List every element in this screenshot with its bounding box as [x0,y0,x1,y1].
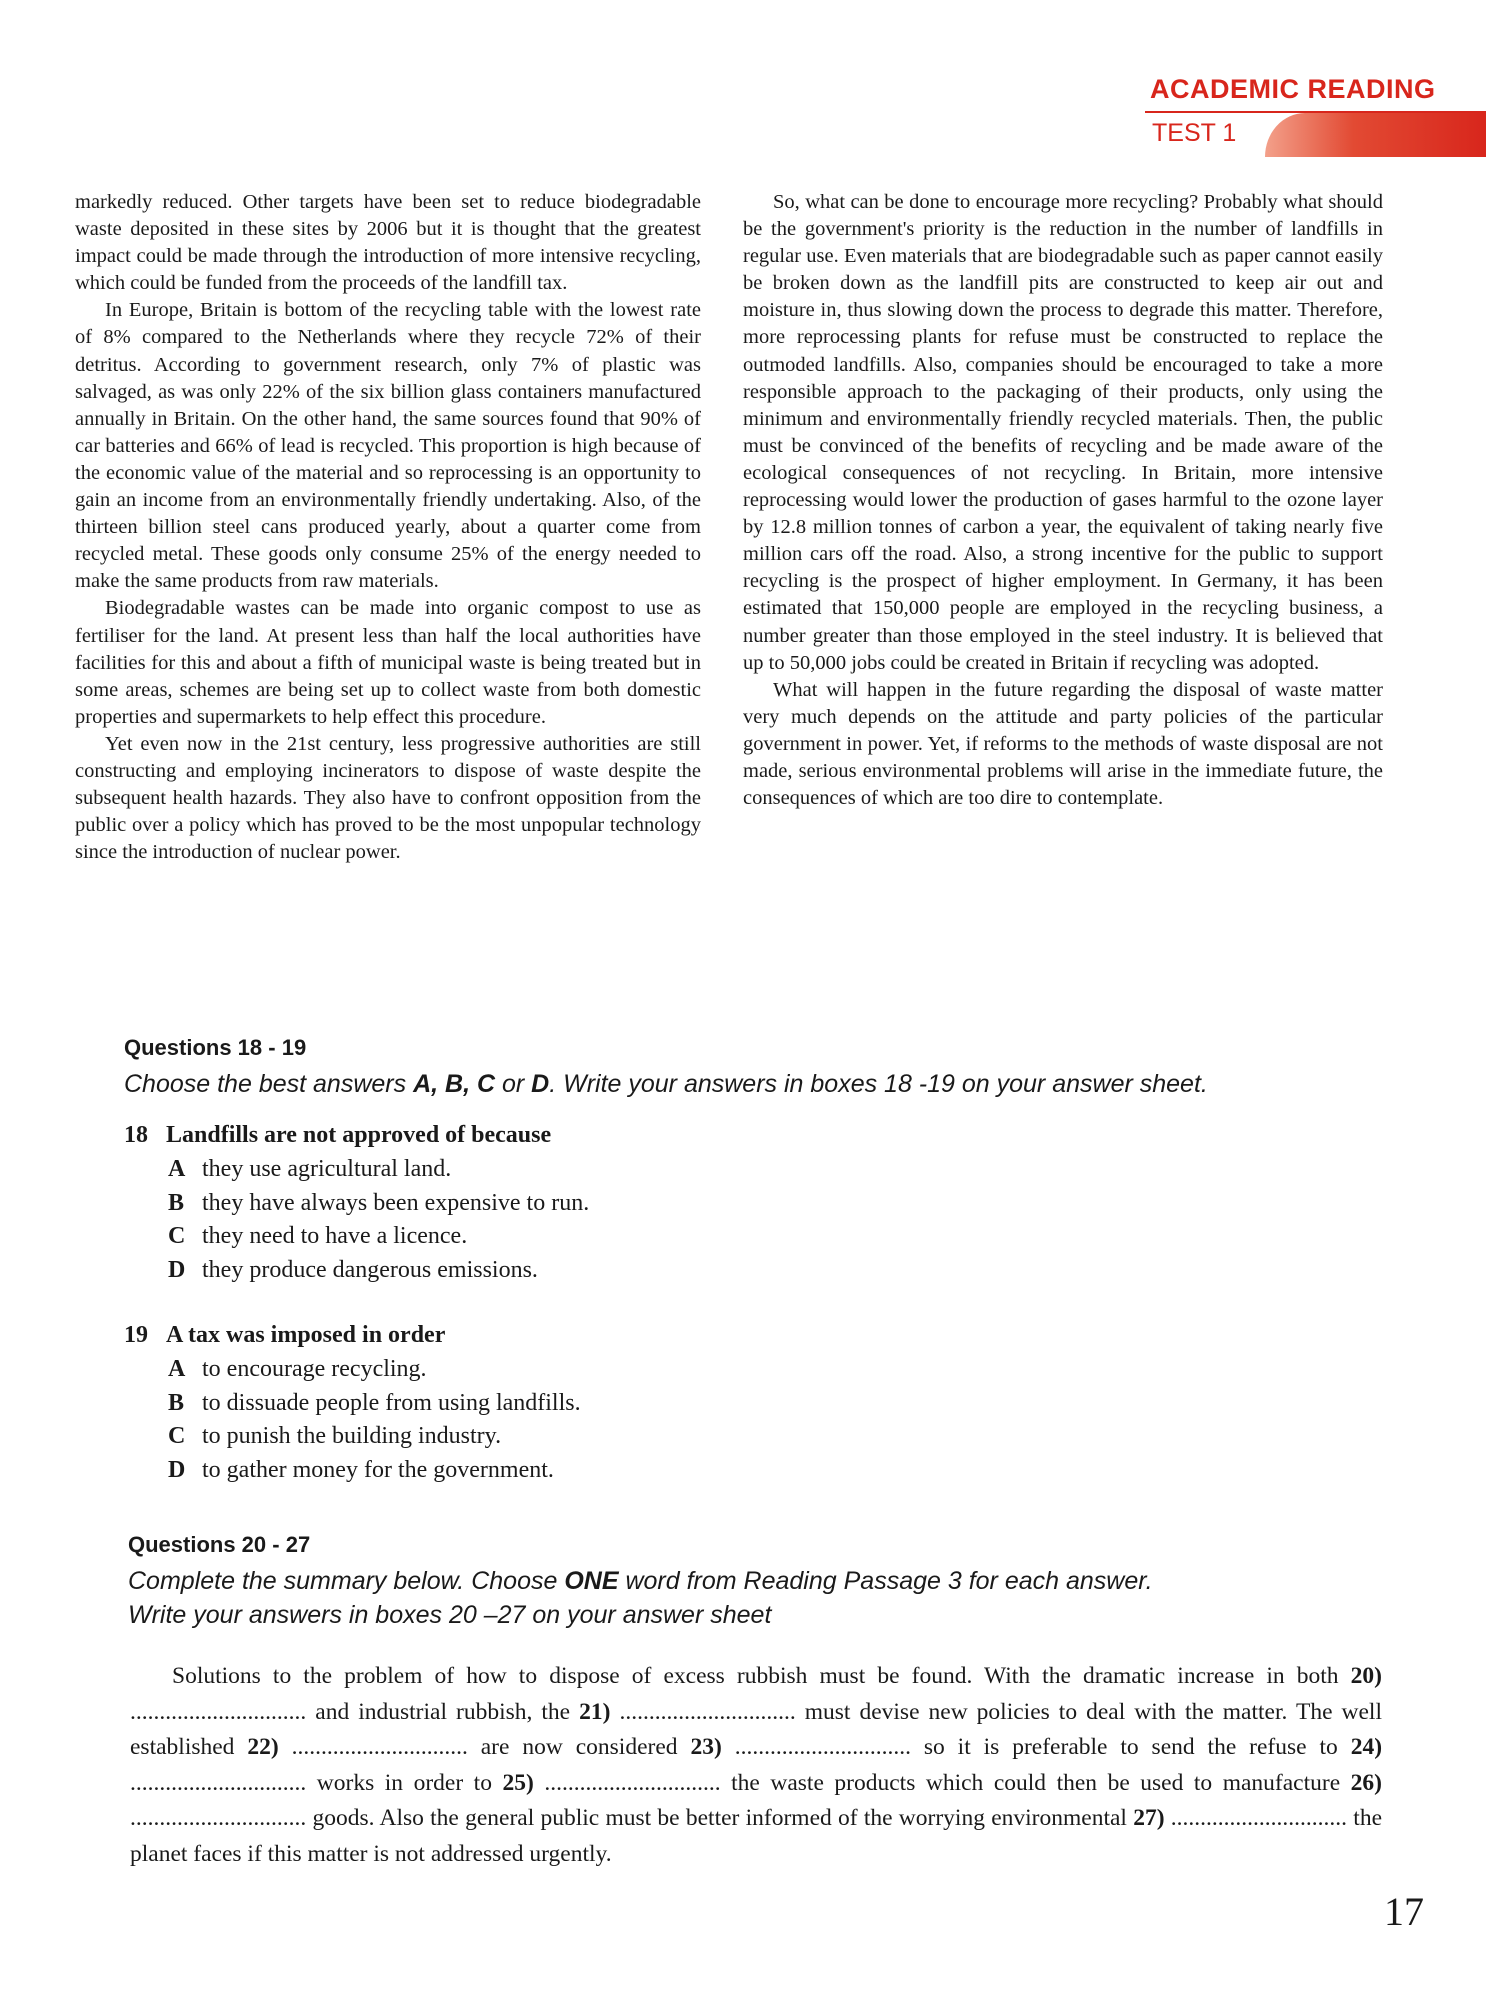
option-letter: A [168,1356,186,1382]
option-letter: A [168,1156,186,1182]
option-letter: C [168,1423,186,1449]
answer-option[interactable] [168,1254,589,1288]
question-stem [124,1322,581,1349]
option-text: to punish the building industry. [202,1423,502,1449]
questions-instructions [124,1067,1208,1101]
summary-gap[interactable]: .............................. the planet faces if this matter is not addressed urgently. [130,1805,1382,1867]
option-text: to dissuade people from using landfills. [202,1389,581,1416]
option-text: to gather money for the government. [202,1456,554,1483]
summary-gap[interactable]: .............................. must devise new policies to deal with the matter. The well established [130,1698,1382,1760]
questions-heading: Questions 18 - 19 [124,1035,307,1060]
question-stem [124,1122,589,1149]
option-text: they produce dangerous emissions. [202,1256,538,1283]
header-bar [1265,113,1486,157]
option-text: to encourage recycling. [202,1356,427,1382]
answer-option[interactable] [168,1220,589,1254]
summary-text: Solutions to the problem of how to dispose of excess rubbish must be found. With the dramatic increase in both [172,1663,1351,1689]
question-text: A tax was imposed in order [166,1322,446,1348]
summary-paragraph [130,1659,1382,1872]
questions-heading: Questions 20 - 27 [128,1532,311,1557]
gap-number: 20) [1350,1663,1382,1689]
paragraph: Biodegradable wastes can be made into organic compost to use as fertiliser for the land. At present less than half the local authorities have facilities for this and about a fifth of municipal waste is being treated but in some areas, schemes are being set up to collect waste from both domestic properties and supermarkets to help effect this procedure. [75,597,701,728]
summary-gap[interactable]: .............................. and industrial rubbish, the [130,1698,580,1725]
question-number: 19 [124,1322,148,1348]
instr-text: or [495,1070,532,1098]
questions-18-19-header [124,1035,1208,1101]
answer-option[interactable] [168,1353,581,1387]
instr-text: D [531,1070,550,1098]
answer-option[interactable] [168,1153,589,1187]
gap-number: 27) [1133,1805,1165,1831]
passage-right-column [743,189,1383,812]
gap-number: 24) [1350,1734,1383,1760]
questions-instructions [128,1564,1153,1632]
answer-option[interactable] [168,1387,581,1421]
instr-text: word from Reading Passage 3 for each answer. [618,1567,1153,1595]
summary-gap[interactable]: .............................. goods. Also the general public must be better informed of the worrying environmental [130,1805,1134,1831]
summary-gap[interactable]: .............................. are now considered [278,1734,691,1760]
header-title: ACADEMIC READING [1150,74,1436,104]
gap-number: 21) [579,1698,611,1725]
instr-text: A, B, C [413,1070,496,1098]
question-18 [124,1122,589,1287]
instr-text: Complete the summary below. Choose [128,1567,565,1595]
section-header [1135,70,1486,160]
passage-left-column [75,189,701,866]
instr-text: Choose the best answers [124,1070,414,1098]
instr-text: . Write your answers in boxes 18 -19 on your answer sheet. [549,1070,1208,1098]
paragraph: In Europe, Britain is bottom of the recycling table with the lowest rate of 8% compared to the Netherlands where they recycle 72% of their detritus. According to government research, only 7% of plastic was salvaged, as was only 22% of the six billion glass containers manufactured annually in Britain. On the other hand, the same sources found that 90% of car batteries and 66% of lead is recycled. This proportion is high because of the economic value of the material and so reprocessing is an opportunity to gain an income from an environmentally friendly undertaking. Also, of the thirteen billion steel cans produced yearly, about a quarter come from recycled metal. These goods only consume 25% of the energy needed to make the same products from raw materials. [75,299,701,593]
summary-gap[interactable]: .............................. the waste products which could then be used to manufacture [533,1769,1351,1796]
option-letter: B [168,1189,185,1216]
option-text: they have always been expensive to run. [202,1189,590,1216]
question-number: 18 [124,1122,148,1148]
question-text: Landfills are not approved of because [166,1122,552,1148]
option-letter: D [168,1256,186,1283]
page-number: 17 [1384,1889,1424,1934]
gap-number: 22) [247,1734,279,1760]
gap-number: 26) [1350,1769,1382,1796]
header-subtitle: TEST 1 [1152,119,1237,147]
answer-option[interactable] [168,1187,589,1221]
paragraph: Yet even now in the 21st century, less progressive authorities are still constructing and employing incinerators to dispose of waste despite the subsequent health hazards. They also have to confront opposition from the public over a policy which has proved to be the most unpopular technology since the introduction of nuclear power. [75,732,701,864]
question-19 [124,1322,581,1487]
summary-gap[interactable]: .............................. so it is preferable to send the refuse to [721,1734,1351,1760]
instr-text: Write your answers in boxes 20 –27 on your answer sheet [128,1601,772,1629]
option-text: they use agricultural land. [202,1156,452,1182]
option-letter: B [168,1389,185,1416]
questions-20-27-header [128,1532,1153,1632]
paragraph: So, what can be done to encourage more recycling? Probably what should be the government's priority is the reduction in the number of landfills in regular use. Even materials that are biodegradable such as paper cannot easily be broken down as the landfill pits are constructed to keep air out and moisture in, thus slowing down the process to degrade this matter. Therefore, more reprocessing plants for refuse must be constructed to replace the outmoded landfills. Also, companies should be encouraged to take a more responsible approach to the packaging of their products, only using the minimum and environmentally friendly recycled materials. Then, the public must be convinced of the benefits of recycling and be made aware of the ecological consequences of not recycling. In Britain, more intensive reprocessing would lower the production of gases harmful to the ozone layer by 12.8 million tonnes of carbon a year, the equivalent of taking nearly five million cars off the road. Also, a strong incentive for the public to support recycling is the prospect of higher employment. In Germany, it has been estimated that 150,000 people are employed in the recycling business, a number greater than those employed in the steel industry. It is believed that up to 50,000 jobs could be created in Britain if recycling was adopted. [743,191,1383,674]
option-text: they need to have a licence. [202,1223,468,1249]
option-letter: D [168,1456,186,1483]
paragraph: What will happen in the future regarding the disposal of waste matter very much depends on the attitude and party policies of the particular government in power. Yet, if reforms to the methods of waste disposal are not made, serious environmental problems will arise in the immediate future, the consequences of which are too dire to contemplate. [743,678,1383,810]
summary-gap[interactable]: .............................. works in order to [130,1769,503,1796]
option-letter: C [168,1223,186,1249]
instr-text: ONE [564,1567,619,1595]
gap-number: 23) [690,1734,722,1760]
paragraph: markedly reduced. Other targets have been set to reduce biodegradable waste deposited in these sites by 2006 but it is thought that the greatest impact could be made through the introduction of more intensive recycling, which could be funded from the proceeds of the landfill tax. [75,191,701,295]
answer-option[interactable] [168,1420,581,1454]
gap-number: 25) [502,1769,534,1796]
answer-option[interactable] [168,1454,581,1488]
